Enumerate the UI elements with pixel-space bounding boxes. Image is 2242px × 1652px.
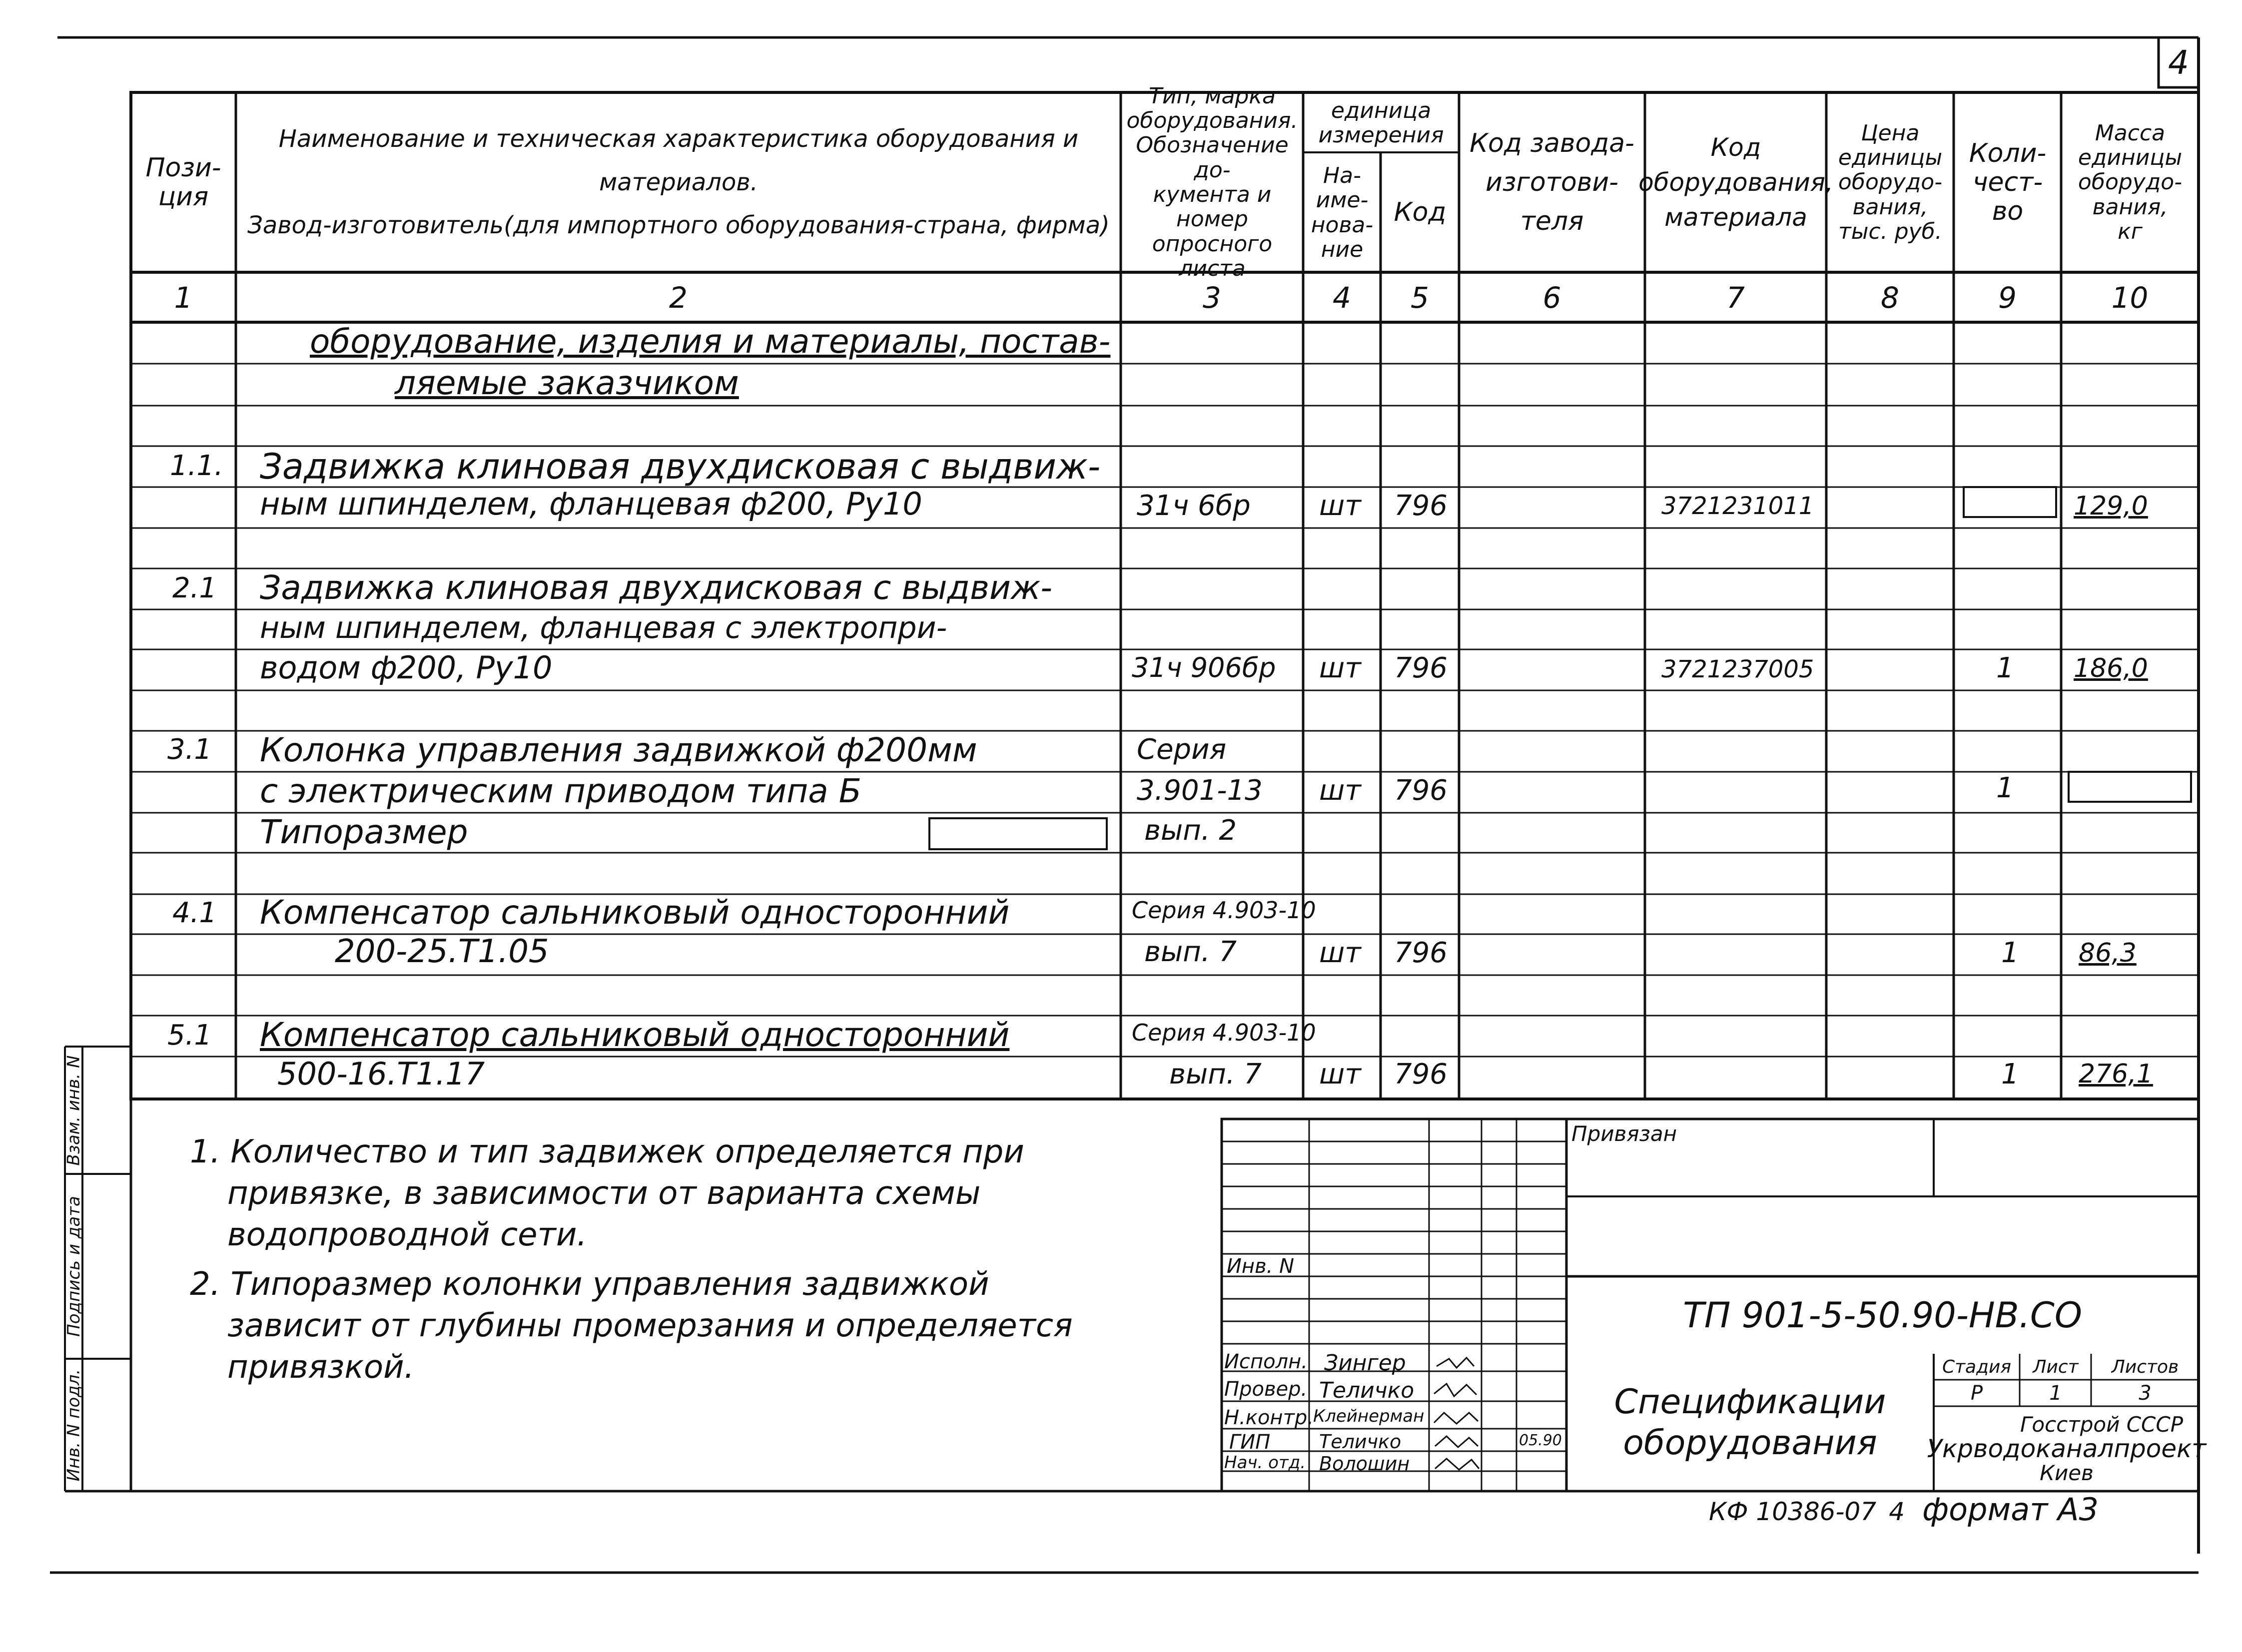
- colnum-7: 7: [1726, 280, 1745, 315]
- tb-name-1: Зингер: [1324, 1350, 1406, 1376]
- tb-org-line1: Госстрой СССР: [2020, 1412, 2184, 1437]
- header-col6: Код завода- изготови- теля: [1470, 128, 1634, 236]
- note-2-line2: зависит от глубины промерзания и определяется: [227, 1307, 1073, 1345]
- header-col2: Наименование и техническая характеристика оборудования и материалов. Завод-изготовитель(для импортного оборудования-страна, фирма): [247, 125, 1110, 240]
- row4-line1: Компенсатор сальниковый односторонний: [260, 893, 1010, 932]
- row4-unit: шт: [1319, 937, 1361, 969]
- tb-role-5: Нач. отд.: [1224, 1453, 1306, 1473]
- row5-type1: Серия 4.903-10: [1132, 1019, 1316, 1046]
- header-col7: Код оборудования, материала: [1638, 133, 1833, 232]
- row4-type2: вып. 7: [1144, 936, 1237, 968]
- colnum-1: 1: [174, 280, 193, 315]
- row2-equip-code: 3721237005: [1661, 655, 1814, 683]
- tb-name-5: Волошин: [1319, 1453, 1410, 1475]
- row5-line2: 500-16.Т1.17: [277, 1056, 485, 1092]
- header-col4: На- име- нова- ние: [1311, 162, 1374, 262]
- row2-unit: шт: [1319, 652, 1361, 684]
- tb-role-3: Н.контр.: [1224, 1406, 1314, 1429]
- side-strip-inv: [65, 1359, 82, 1491]
- row5-qty: 1: [2001, 1058, 2019, 1091]
- colnum-3: 3: [1203, 280, 1221, 315]
- note-1-line3: водопроводной сети.: [227, 1216, 587, 1254]
- row1-pos: 1.1.: [170, 450, 223, 482]
- note-1-line1: 1. Количество и тип задвижек определяется при: [190, 1133, 1024, 1170]
- sheet-number: 4: [2168, 43, 2189, 82]
- tb-sheets: 3: [2139, 1382, 2152, 1405]
- row5-code: 796: [1394, 1058, 1448, 1091]
- tb-org: [1927, 1408, 2207, 1490]
- header-unit-group: единица измерения: [1318, 97, 1444, 148]
- row3-pos: 3.1: [167, 733, 212, 766]
- side-label-podpis: Подпись и дата: [63, 1196, 84, 1337]
- tb-inv-n: Инв. N: [1227, 1255, 1294, 1278]
- footer-code: КФ 10386-07: [1709, 1497, 1877, 1526]
- note-1: [190, 1131, 1024, 1256]
- row2-line2: ным шпинделем, фланцевая с электропри-: [260, 610, 947, 645]
- tb-privyazan: Привязан: [1571, 1121, 1677, 1146]
- row4-pos: 4.1: [172, 897, 217, 929]
- row3-unit: шт: [1319, 774, 1361, 807]
- note-2-line3: привязкой.: [227, 1349, 415, 1386]
- note-2: [190, 1264, 1073, 1389]
- row2-mass: 186,0: [2074, 653, 2148, 683]
- row5-type2: вып. 7: [1169, 1058, 1262, 1091]
- row3-type3: вып. 2: [1144, 814, 1237, 847]
- colnum-6: 6: [1542, 280, 1561, 315]
- row3-qty: 1: [1996, 772, 2014, 804]
- row3-line3: Типоразмер: [260, 813, 468, 851]
- footer-page: 4: [1889, 1497, 1905, 1526]
- tb-doc-title-line2: оборудования: [1623, 1423, 1877, 1463]
- tb-name-3: Клейнерман: [1313, 1406, 1425, 1426]
- tb-name-4: Теличко: [1319, 1431, 1402, 1453]
- row1-mass: 129,0: [2074, 491, 2148, 521]
- row1-line1: Задвижка клиновая двухдисковая с выдвиж-: [260, 446, 1101, 487]
- row4-type1: Серия 4.903-10: [1132, 897, 1316, 924]
- tb-role-2: Провер.: [1224, 1378, 1308, 1401]
- row2-qty: 1: [1996, 652, 2014, 684]
- row3-type1: Серия: [1137, 733, 1227, 766]
- tb-org-line2: Укрводоканалпроект: [1927, 1434, 2207, 1464]
- tb-sheets-label: Листов: [2111, 1356, 2179, 1377]
- row3-code: 796: [1394, 774, 1448, 807]
- header-col10: Масса единицы оборудо- вания, кг: [2078, 120, 2183, 244]
- row2-pos: 2.1: [172, 572, 217, 604]
- colnum-4: 4: [1333, 280, 1351, 315]
- row2-line3: водом ф200, Ру10: [260, 649, 553, 686]
- footer-format: формат А3: [1922, 1491, 2099, 1528]
- row1-equip-code: 3721231011: [1661, 492, 1814, 520]
- row1-type: 31ч 6бр: [1137, 490, 1251, 522]
- tb-doc-code: ТП 901-5-50.90-НВ.СО: [1683, 1294, 2082, 1336]
- header-col1: Пози- ция: [145, 152, 221, 212]
- footer: [1709, 1491, 2099, 1528]
- note-2-line1: 2. Типоразмер колонки управления задвижкой: [190, 1266, 989, 1303]
- side-label-inv: Инв. N подл.: [63, 1369, 84, 1481]
- header-col9: Коли- чест- во: [1969, 138, 2047, 227]
- row3-line2: с электрическим приводом типа Б: [260, 772, 861, 810]
- side-label-vzam: Взам. инв. N: [63, 1055, 84, 1165]
- row1-code: 796: [1394, 490, 1448, 522]
- tb-doc-title: [1566, 1354, 1934, 1491]
- tb-doc-title-line1: Спецификации: [1614, 1382, 1886, 1422]
- row5-unit: шт: [1319, 1058, 1361, 1091]
- row2-line1: Задвижка клиновая двухдисковая с выдвиж-: [260, 568, 1053, 607]
- tb-date: 05.90: [1519, 1432, 1562, 1449]
- tb-stage-label: Стадия: [1942, 1356, 2012, 1377]
- note-1-line2: привязке, в зависимости от варианта схемы: [227, 1175, 981, 1212]
- row4-code: 796: [1394, 937, 1448, 969]
- side-strip-vzam: [65, 1047, 82, 1174]
- row3-line1: Колонка управления задвижкой ф200мм: [260, 731, 977, 769]
- section-title-line2: ляемые заказчиком: [395, 364, 739, 402]
- row2-code: 796: [1394, 652, 1448, 684]
- tb-role-1: Исполн.: [1224, 1350, 1308, 1373]
- row2-type: 31ч 906бр: [1132, 652, 1276, 683]
- colnum-10: 10: [2111, 280, 2149, 315]
- tb-sheet-label: Лист: [2033, 1356, 2079, 1377]
- header-col5: Код: [1394, 197, 1447, 228]
- row4-mass: 86,3: [2079, 938, 2137, 968]
- row4-qty: 1: [2001, 937, 2019, 969]
- row5-mass: 276,1: [2079, 1059, 2153, 1089]
- colnum-8: 8: [1881, 280, 1899, 315]
- colnum-9: 9: [1998, 280, 2017, 315]
- tb-stage: Р: [1970, 1382, 1983, 1405]
- tb-role-4: ГИП: [1229, 1431, 1271, 1454]
- header-col3: Тип, марка оборудования. Обозначение до- кумента и номер опросного листа: [1126, 83, 1298, 281]
- row3-type2: 3.901-13: [1137, 774, 1263, 807]
- colnum-2: 2: [669, 280, 688, 315]
- section-title-line1: оборудование, изделия и материалы, постав-: [310, 322, 1111, 361]
- tb-sheet: 1: [2049, 1382, 2062, 1405]
- row1-unit: шт: [1319, 490, 1361, 522]
- tb-org-line3: Киев: [2040, 1460, 2094, 1485]
- header-col8: Цена единицы оборудо- вания, тыс. руб.: [1838, 120, 1943, 244]
- row5-pos: 5.1: [167, 1019, 212, 1052]
- row5-line1: Компенсатор сальниковый односторонний: [260, 1016, 1010, 1054]
- row1-line2: ным шпинделем, фланцевая ф200, Ру10: [260, 486, 922, 522]
- side-strip-podpis: [65, 1174, 82, 1359]
- colnum-5: 5: [1411, 280, 1429, 315]
- tb-name-2: Теличко: [1319, 1378, 1415, 1403]
- row4-line2: 200-25.Т1.05: [335, 933, 549, 970]
